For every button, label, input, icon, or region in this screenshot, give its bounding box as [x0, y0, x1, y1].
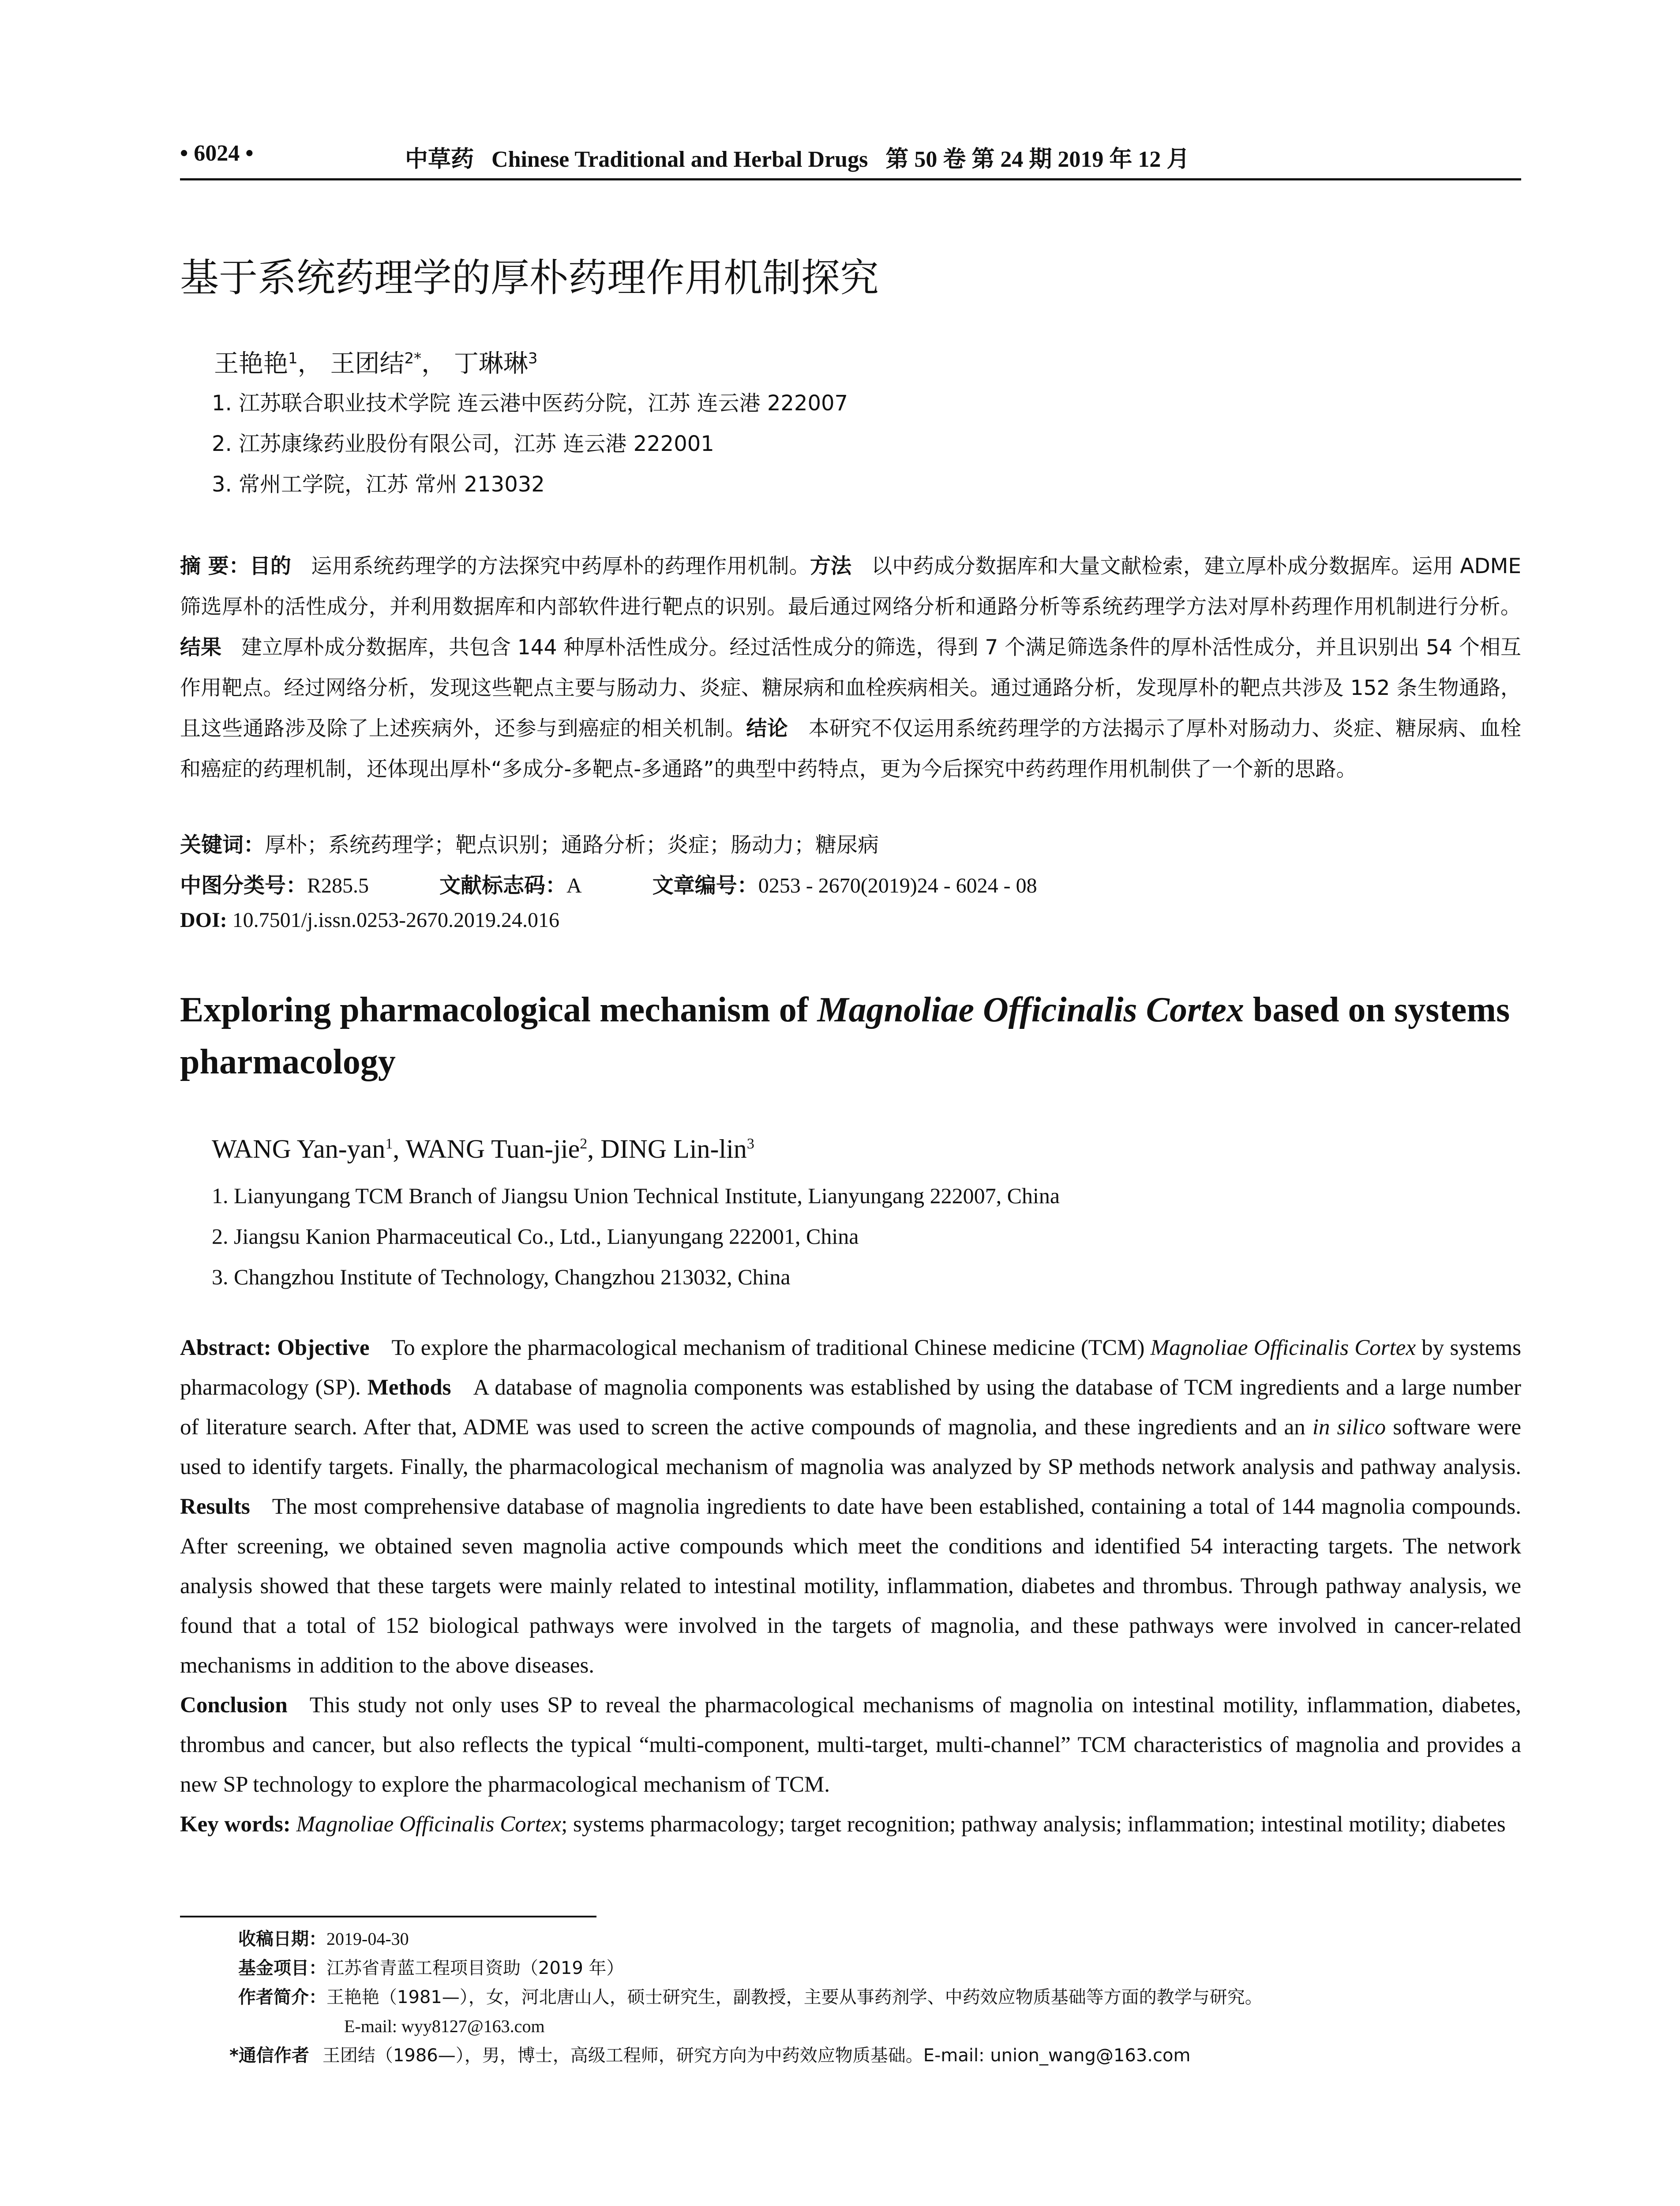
- author-affil-mark: 3: [528, 349, 538, 368]
- title-en-part: based on systems pharmacology: [180, 990, 1510, 1081]
- author-email: E-mail: wyy8127@163.com: [344, 2016, 545, 2036]
- fund-info: [238, 1954, 1263, 1983]
- methods-label: 方法: [810, 554, 852, 578]
- footnotes: [229, 1925, 1263, 2070]
- author-name: 丁琳琳: [454, 349, 528, 378]
- journal-info: [405, 140, 1189, 173]
- title-en: [180, 984, 1521, 1088]
- author-name: WANG Tuan-jie: [405, 1134, 580, 1163]
- bio-value: 王艳艳（1981—），女，河北唐山人，硕士研究生，副教授，主要从事药剂学、中药效应物质基础等方面的教学与研究。: [326, 1987, 1263, 2007]
- journal-name-en: Chinese Traditional and Herbal Drugs: [491, 147, 868, 172]
- keywords-cn: [180, 828, 879, 858]
- doc-code-value: A: [566, 874, 582, 897]
- affiliations-cn: [212, 383, 848, 505]
- affiliation-line: 2. 江苏康缘药业股份有限公司，江苏 连云港 222001: [212, 431, 714, 456]
- corr-label: *通信作者: [229, 2045, 309, 2066]
- methods-label: Methods: [367, 1375, 451, 1400]
- affiliation-line: 1. Lianyungang TCM Branch of Jiangsu Union Technical Institute, Lianyungang 222007, China: [212, 1183, 1060, 1208]
- keywords-en: [180, 1805, 1521, 1844]
- results-text: The most comprehensive database of magnolia ingredients to date have been established, containing a total of 144 magnolia compounds. After screening, we obtained seven magnolia active compounds which meet the conditions and identified 54 interacting targets. The network analysis showed that these targets were mainly related to intestinal motility, inflammation, diabetes and thrombus. Through pathway analysis, we found that a total of 152 biological pathways were involved in the targets of magnolia, and these pathways were involved in cancer-related mechanisms in addition to the above diseases.: [180, 1494, 1521, 1678]
- received-value: 2019-04-30: [326, 1929, 409, 1949]
- objective-text: by systems pharmacology (SP).: [180, 1336, 1521, 1400]
- keywords-species: Magnoliae Officinalis Cortex: [296, 1812, 562, 1837]
- abstract-label: Abstract:: [180, 1336, 271, 1360]
- affiliation-line: 1. 江苏联合职业技术学院 连云港中医药分院，江苏 连云港 222007: [212, 391, 848, 416]
- keywords-label: Key words:: [180, 1812, 291, 1837]
- author-affil-mark: 1: [288, 349, 298, 368]
- affiliation-line: 2. Jiangsu Kanion Pharmaceutical Co., Ltd., Lianyungang 222001, China: [212, 1224, 859, 1249]
- abstract-cn: [180, 546, 1521, 790]
- objective-text: To explore the pharmacological mechanism of traditional Chinese medicine (TCM): [391, 1336, 1151, 1360]
- objective-label: 目的: [249, 554, 292, 578]
- keywords-value: ; systems pharmacology; target recognition; pathway analysis; inflammation; intestinal motility; diabetes: [561, 1812, 1506, 1837]
- conclusion-label: Conclusion: [180, 1693, 288, 1718]
- methods-text: A database of magnolia components was established by using the database of TCM ingredients and a large number of literature search. After that, ADME was used to screen the active compounds of magnolia, and these ingredients and an: [180, 1375, 1521, 1440]
- classification-line: [180, 868, 1037, 899]
- doc-code-label: 文献标志码：: [439, 873, 567, 898]
- article-number-label: 文章编号：: [652, 873, 758, 898]
- conclusion-text: This study not only uses SP to reveal the pharmacological mechanisms of magnolia on intestinal motility, inflammation, diabetes, thrombus and cancer, but also reflects the typical “multi-component, multi-target, multi-channel” TCM characteristics of magnolia and provides a new SP technology to explore the pharmacological mechanism of TCM.: [180, 1693, 1521, 1797]
- volume-issue: 第 50 卷 第 24 期 2019 年 12 月: [885, 147, 1190, 172]
- author-affil-mark: 3: [746, 1136, 754, 1152]
- objective-label: Objective: [277, 1336, 370, 1360]
- author-bio: [238, 1983, 1263, 2012]
- methods-italic: in silico: [1312, 1415, 1386, 1440]
- results-label: Results: [180, 1494, 250, 1519]
- affiliation-line: 3. Changzhou Institute of Technology, Changzhou 213032, China: [212, 1264, 791, 1289]
- methods-text: 以中药成分数据库和大量文献检索，建立厚朴成分数据库。运用 ADME 筛选厚朴的活性成分，并利用数据库和内部软件进行靶点的识别。最后通过网络分析和通路分析等系统药理学方法对厚朴药理作用机制进行分析。: [180, 554, 1522, 619]
- results-text: 建立厚朴成分数据库，共包含 144 种厚朴活性成分。经过活性成分的筛选，得到 7 个满足筛选条件的厚朴活性成分，并且识别出 54 个相互作用靶点。经过网络分析，发现这些靶点主要与肠动力、炎症、糖尿病和血栓疾病相关。通过通路分析，发现厚朴的靶点共涉及 152 条生物通路，且这些通路涉及除了上述疾病外，还参与到癌症的相关机制。: [180, 635, 1521, 741]
- clc-label: 中图分类号：: [180, 873, 308, 898]
- doi-line: [180, 908, 559, 932]
- affiliation-line: 3. 常州工学院，江苏 常州 213032: [212, 472, 545, 497]
- title-cn: 基于系统药理学的厚朴药理作用机制探究: [180, 255, 879, 300]
- doi-value: 10.7501/j.issn.0253-2670.2019.24.016: [232, 908, 560, 932]
- author-name: DING Lin-lin: [600, 1134, 747, 1163]
- running-header: [180, 140, 1521, 180]
- author-name: 王艳艳: [214, 349, 288, 378]
- received-date: [238, 1925, 1263, 1954]
- affiliations-en: [212, 1175, 1060, 1297]
- bio-label: 作者简介：: [238, 1987, 326, 2007]
- abstract-en: [180, 1328, 1521, 1805]
- methods-text: software were used to identify targets. Finally, the pharmacological mechanism of magnolia was analyzed by SP methods network analysis and pathway analysis.: [180, 1415, 1521, 1479]
- author-affil-mark: 2*: [404, 349, 422, 368]
- keywords-value: 厚朴；系统药理学；靶点识别；通路分析；炎症；肠动力；糖尿病: [265, 833, 879, 857]
- authors-cn: 王艳艳$^1$， 王团结$^{2*}$， 丁琳琳$^3$: [214, 349, 538, 378]
- conclusion-label: 结论: [746, 717, 788, 741]
- author-affil-mark: 1: [385, 1136, 393, 1152]
- title-en-part: Exploring pharmacological mechanism of: [180, 990, 818, 1029]
- keywords-label: 关键词：: [180, 833, 265, 857]
- received-label: 收稿日期：: [238, 1929, 326, 1949]
- authors-en: WANG Yan-yan$^1$, WANG Tuan-jie$^2$, DING Lin-lin$^3$: [212, 1134, 754, 1163]
- author-name: WANG Yan-yan: [212, 1134, 386, 1163]
- article-number-value: 0253 - 2670(2019)24 - 6024 - 08: [758, 874, 1037, 897]
- page-number: • 6024 •: [180, 141, 254, 166]
- author-name: 王团结: [330, 349, 405, 378]
- author-affil-mark: 2: [580, 1136, 588, 1152]
- objective-species: Magnoliae Officinalis Cortex: [1150, 1336, 1416, 1360]
- journal-name-cn: 中草药: [405, 146, 474, 173]
- results-label: 结果: [180, 635, 222, 660]
- clc-value: R285.5: [307, 874, 369, 897]
- abstract-label: 摘 要：: [180, 554, 250, 578]
- objective-text: 运用系统药理学的方法探究中药厚朴的药理作用机制。: [311, 554, 810, 578]
- title-en-species: Magnoliae Officinalis Cortex: [817, 990, 1244, 1029]
- corresponding-author: [229, 2041, 1263, 2070]
- doi-label: DOI:: [180, 908, 227, 932]
- footnote-divider: [180, 1916, 596, 1917]
- conclusion-text: 本研究不仅运用系统药理学的方法揭示了厚朴对肠动力、炎症、糖尿病、血栓和癌症的药理机制，还体现出厚朴“多成分-多靶点-多通路”的典型中药特点，更为今后探究中药药理作用机制供了一个新的思路。: [180, 717, 1522, 781]
- fund-label: 基金项目：: [238, 1958, 326, 1978]
- corr-value: 王团结（1986—），男，博士，高级工程师，研究方向为中药效应物质基础。E-mail: union_wang@163.com: [322, 2045, 1191, 2066]
- fund-value: 江苏省青蓝工程项目资助（2019 年）: [326, 1958, 624, 1978]
